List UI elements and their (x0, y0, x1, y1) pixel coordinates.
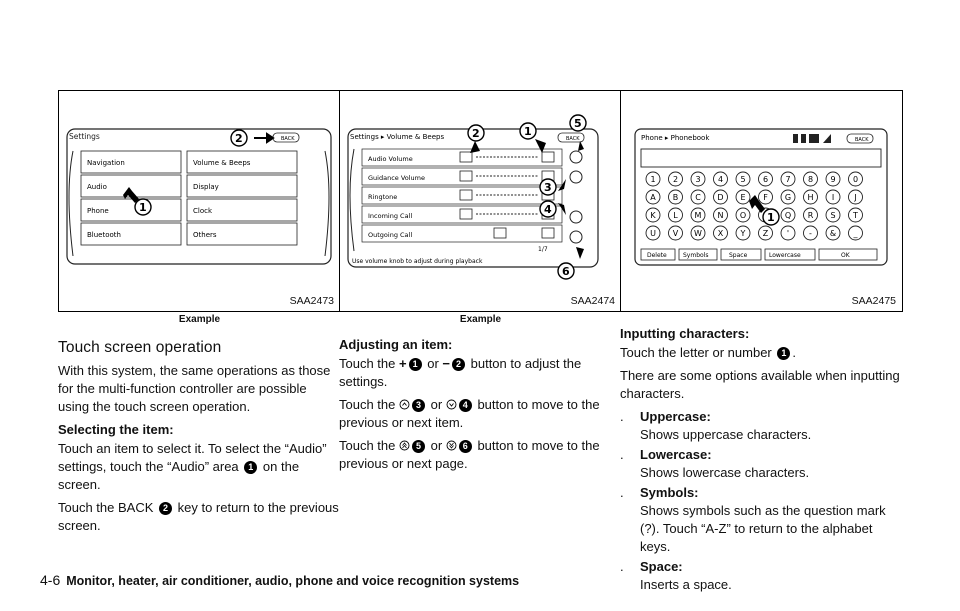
svg-text:Bluetooth: Bluetooth (87, 231, 121, 239)
scroll-up-page-button[interactable] (570, 151, 582, 163)
key-label: C (695, 193, 701, 202)
key-label: W (694, 229, 702, 238)
volume-rows (362, 149, 562, 253)
svg-text:Navigation: Navigation (87, 159, 125, 167)
key-label: R (807, 211, 814, 220)
page-up-icon (399, 440, 410, 451)
key-label: Y (740, 229, 746, 238)
svg-text:BACK: BACK (566, 136, 580, 142)
svg-text:4: 4 (544, 203, 552, 216)
callout-ref-2: 2 (452, 358, 465, 371)
list-item: . Symbols: (620, 485, 699, 500)
list-item: . Space: (620, 559, 683, 574)
volume-screen-illustration (340, 91, 621, 311)
key-label: S (830, 211, 836, 220)
key-label: 5 (740, 175, 746, 184)
svg-text:Others: Others (193, 231, 217, 239)
callout-ref-1: 1 (409, 358, 422, 371)
subheading-inputting: Inputting characters: (620, 326, 750, 341)
key-label: Q (784, 211, 792, 220)
figure-code: SAA2475 (851, 295, 896, 307)
figure-caption: Example (178, 314, 221, 325)
key-label: I (831, 193, 835, 202)
page-number: 4-6 (40, 572, 61, 588)
list-item: . Uppercase: (620, 409, 711, 424)
screen-title: Settings (69, 132, 100, 141)
svg-text:Volume & Beeps: Volume & Beeps (193, 159, 251, 167)
paragraph-options: There are some options available when inputting characters. (620, 368, 900, 401)
key-label: 9 (830, 175, 836, 184)
key-label: 3 (695, 175, 701, 184)
key-label: T (853, 211, 858, 220)
list-item: . Lowercase: (620, 447, 712, 462)
column-middle (339, 90, 622, 478)
key-label: D (717, 193, 724, 202)
svg-text:6: 6 (562, 265, 570, 278)
svg-text:Incoming Call: Incoming Call (368, 212, 413, 220)
key-label: M (694, 211, 702, 220)
screen-title: Settings ▸ Volume & Beeps (350, 133, 445, 141)
key-label: 4 (717, 175, 724, 184)
key-label: 0 (852, 175, 859, 184)
key-label: X (717, 229, 724, 238)
scroll-down-button[interactable] (570, 211, 582, 223)
scroll-up-button[interactable] (570, 171, 582, 183)
key-label: V (672, 229, 679, 238)
svg-text:Clock: Clock (193, 207, 213, 215)
key-label: B (672, 193, 679, 202)
svg-text:Outgoing Call: Outgoing Call (368, 231, 413, 239)
intro-paragraph: With this system, the same operations as those for the multi-function controller are possible using the touch screen operation. (58, 363, 331, 414)
key-label: A (650, 193, 656, 202)
page-indicator: 1/7 (538, 246, 548, 253)
svg-text:OK: OK (841, 252, 850, 259)
svg-text:Display: Display (193, 183, 219, 191)
key-label: 7 (785, 175, 791, 184)
paragraph-touch-letter: Touch the letter or number 1 . (620, 345, 796, 360)
paragraph-adjust: Touch the + 1 or − 2 button to adjust the settings. (339, 356, 582, 389)
plus-symbol: + (399, 356, 407, 371)
battery-icon (809, 134, 819, 143)
column-left (58, 90, 341, 540)
svg-text:2: 2 (472, 127, 480, 140)
footer-title: Monitor, heater, air conditioner, audio, phone and voice recognition systems (66, 574, 520, 588)
figure-code: SAA2474 (570, 295, 615, 307)
text-input-field[interactable] (641, 149, 881, 167)
callout-ref-1: 1 (244, 461, 257, 474)
svg-text:Audio Volume: Audio Volume (368, 155, 413, 163)
svg-text:1: 1 (524, 125, 532, 138)
phonebook-screen-illustration (621, 91, 902, 311)
svg-text:5: 5 (574, 117, 582, 130)
key-label: H (807, 193, 814, 202)
page-down-icon (446, 440, 457, 451)
callout-ref-4: 4 (459, 399, 472, 412)
scroll-down-page-button[interactable] (570, 231, 582, 243)
callout-ref-5: 5 (412, 440, 425, 453)
key-label: 1 (650, 175, 656, 184)
svg-text:1: 1 (767, 211, 775, 224)
callout-ref-2: 2 (159, 502, 172, 515)
phone-icon (801, 134, 806, 143)
svg-text:1: 1 (139, 201, 147, 214)
bluetooth-icon (793, 134, 798, 143)
back-label: BACK (281, 136, 295, 142)
figure-code: SAA2473 (289, 295, 334, 307)
figure-settings-screen (58, 90, 341, 312)
callout-ref-6: 6 (459, 440, 472, 453)
key-label: L (673, 211, 678, 220)
svg-text:BACK: BACK (855, 137, 869, 143)
key-label: J (854, 193, 857, 202)
svg-text:Delete: Delete (647, 252, 667, 259)
key-label: - (809, 229, 812, 238)
key-label: 2 (672, 175, 679, 184)
key-label: K (650, 211, 656, 220)
callout-ref-3: 3 (412, 399, 425, 412)
svg-text:Guidance Volume: Guidance Volume (368, 174, 426, 182)
section-heading: Touch screen operation (58, 339, 222, 356)
subheading-adjusting: Adjusting an item: (339, 337, 453, 352)
svg-text:Space: Space (729, 252, 748, 259)
svg-text:Ringtone: Ringtone (368, 193, 398, 201)
key-label: U (650, 229, 656, 238)
key-label: ' (786, 229, 790, 238)
screen-title: Phone ▸ Phonebook (641, 134, 710, 142)
key-label: & (829, 229, 837, 238)
paragraph-page-nav: Touch the 5 or 6 button to move to the previous or next page. (339, 438, 600, 471)
subheading-selecting: Selecting the item: (58, 422, 174, 437)
key-label: 6 (762, 175, 769, 184)
hint-text: Use volume knob to adjust during playback (352, 258, 483, 265)
key-label: N (717, 211, 724, 220)
minus-symbol: − (442, 356, 450, 371)
settings-screen-illustration (59, 91, 340, 311)
scroll-up-icon (399, 399, 410, 410)
paragraph-item-nav: Touch the 3 or 4 button to move to the previous or next item. (339, 397, 600, 430)
page-footer (40, 572, 519, 588)
svg-text:3: 3 (544, 181, 552, 194)
svg-text:Phone: Phone (87, 207, 109, 215)
scroll-down-icon (446, 399, 457, 410)
key-label: Z (762, 229, 769, 238)
figure-phonebook-screen (620, 90, 903, 312)
svg-text:Audio: Audio (87, 183, 107, 191)
paragraph-back: Touch the BACK 2 key to return to the previous screen. (58, 500, 339, 533)
callout-ref-1: 1 (777, 347, 790, 360)
svg-text:Symbols: Symbols (683, 252, 709, 259)
key-label: F (763, 193, 768, 202)
svg-text:Lowercase: Lowercase (769, 252, 801, 259)
svg-text:2: 2 (235, 132, 243, 145)
column-right (620, 90, 903, 594)
key-label: O (739, 211, 747, 220)
options-list: . Uppercase: Shows uppercase characters. . Lowercase: Shows lowercase characters. . Symbols: Shows symbols such as the question mark (?). Touch “A-Z” to return to the alphabet keys. . Space: Inserts a space. (620, 408, 903, 594)
key-label: G (784, 193, 792, 202)
key-label: _ (853, 229, 858, 238)
key-label: 8 (807, 175, 814, 184)
figure-volume-screen (339, 90, 622, 312)
key-label: E (740, 193, 746, 202)
paragraph-select: Touch an item to select it. To select the “Audio” settings, touch the “Audio” area 1 on the screen. (58, 441, 327, 492)
figure-caption: Example (459, 314, 502, 325)
